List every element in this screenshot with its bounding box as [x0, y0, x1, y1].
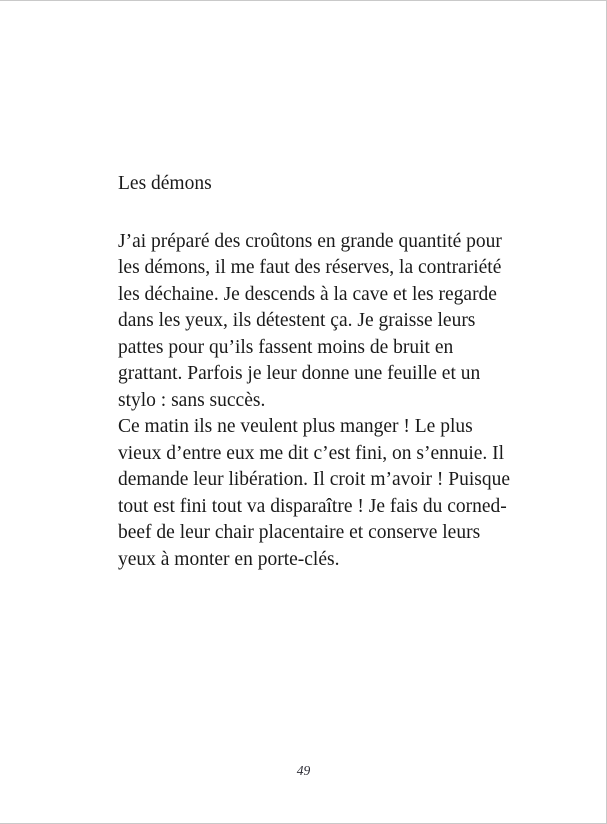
- text-column: [118, 171, 538, 573]
- page-number: 49: [296, 763, 311, 778]
- text-line: J’ai préparé des croûtons en grande quantité pour: [118, 230, 502, 252]
- text-line: Ce matin ils ne veulent plus manger ! Le plus: [118, 416, 473, 437]
- text-line: vieux d’entre eux me dit c’est fini, on s’ennuie. Il: [118, 442, 505, 464]
- text-line: stylo : sans succès.: [118, 389, 266, 411]
- text-line: dans les yeux, ils détestent ça. Je graisse leurs: [118, 310, 476, 331]
- text-line: beef de leur chair placentaire et conserve leurs: [118, 522, 481, 543]
- chapter-title: Les démons: [118, 173, 212, 194]
- text-line: yeux à monter en porte-clés.: [118, 548, 340, 570]
- text-line: demande leur libération. Il croit m’avoir ! Puisque: [118, 469, 511, 490]
- body-text: [118, 229, 538, 574]
- text-line: les déchaine. Je descends à la cave et les regarde: [118, 283, 497, 305]
- text-line: pattes pour qu’ils fassent moins de bruit en: [118, 336, 454, 358]
- text-line: grattant. Parfois je leur donne une feuille et un: [118, 363, 481, 384]
- text-line: les démons, il me faut des réserves, la contrariété: [118, 257, 502, 278]
- text-line: tout est fini tout va disparaître ! Je fais du corned-: [118, 495, 507, 517]
